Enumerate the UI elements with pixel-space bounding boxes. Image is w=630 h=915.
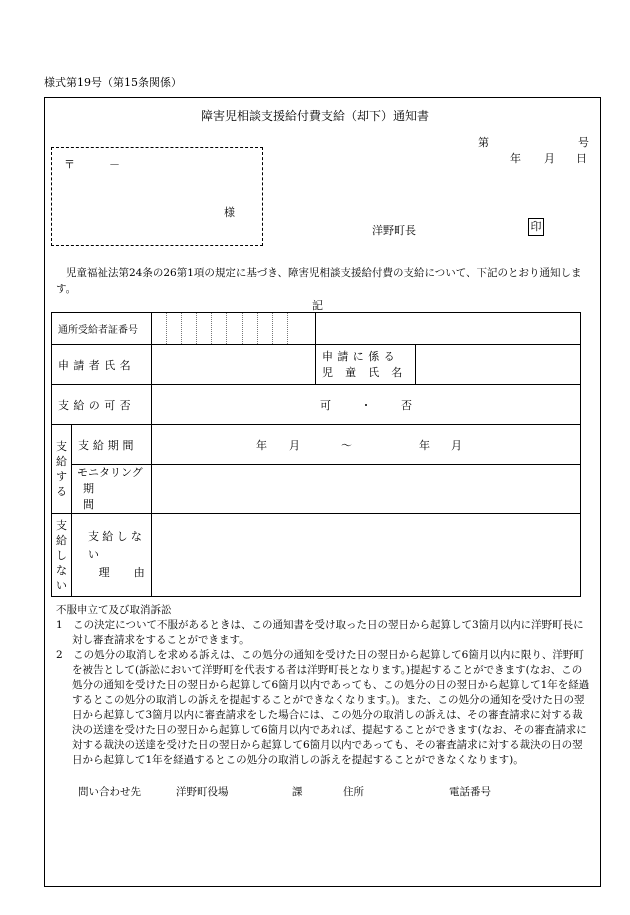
decision-table	[51, 312, 581, 597]
approval-row	[52, 385, 581, 425]
nogrant-char-4: な	[56, 563, 67, 577]
reason-label	[72, 514, 169, 597]
cert-row	[52, 313, 581, 345]
monitoring-label	[72, 465, 152, 514]
doc-number-prefix: 第	[478, 136, 489, 149]
seal-mark: 印	[528, 218, 544, 236]
period-start-year: 年	[256, 439, 267, 452]
child-label	[316, 345, 416, 385]
period-start-month: 月	[289, 439, 300, 452]
document-title: 障害児相談支援給付費支給（却下）通知書	[200, 109, 429, 123]
reason-label-line2: 理由	[98, 566, 169, 579]
period-end-year: 年	[419, 439, 430, 452]
approval-label: 支給の可否	[52, 385, 152, 425]
contact-phone-label: 電話番号	[449, 786, 491, 798]
date-year: 年	[510, 152, 521, 165]
period-row	[52, 425, 581, 465]
cert-blank	[316, 313, 581, 345]
period-end-month: 月	[451, 439, 462, 452]
contact-office: 洋野町役場	[176, 786, 229, 798]
grant-char-4: る	[56, 485, 67, 498]
appeal-notes	[56, 603, 590, 768]
monitoring-row	[52, 465, 581, 514]
nogrant-char-5: い	[56, 578, 67, 592]
form-number: 様式第19号（第15条関係）	[44, 76, 182, 89]
contact-label: 問い合わせ先	[78, 786, 141, 798]
approval-yes: 可	[320, 398, 331, 412]
appeal-item-2: 2 この処分の取消しを求める訴えは、この処分の通知を受けた日の翌日から起算して6箇月以内に限り、洋野町を被告として(訴訟において洋野町を代表する者は洋野町長となります。)提起することができます(なお、この処分の通知を受けた日の翌日から起算して6箇月以内であっても、この処分の日の翌日から起算して1年を経過するとこの処分の取消しの訴えを提起することができなくなります。)。また、この処分の通知を受けた日の翌日から起算して3箇月以内に審査請求をした場合には、この処分の取消しの訴えは、その審査請求に対する裁決の送達を受けた日の翌日から起算して6箇月以内であれば、提起することができます(なお、その審査請求に対する裁決の送達を受けた日の翌日から起算して6箇月以内であっても、その審査請求に対する裁決の日の翌日から起算して1年を経過するとこの処分の取消しの訴えを提起することができなくなります)。	[56, 649, 590, 766]
contact-section: 課	[292, 786, 303, 798]
monitoring-label-line2: 期間	[83, 482, 121, 511]
honorific-sama: 様	[224, 206, 235, 219]
child-label-line1: 申請に係る	[322, 349, 399, 363]
reason-field[interactable]	[152, 514, 581, 597]
grant-char-1: 支	[56, 440, 67, 453]
period-tilde: ～	[341, 439, 352, 452]
period-label: 支給期間	[72, 425, 152, 465]
contact-address-label: 住所	[343, 786, 364, 798]
approval-dot: ・	[360, 398, 372, 412]
grant-char-3: す	[56, 470, 67, 483]
nogrant-group-label	[52, 514, 72, 597]
applicant-label: 申請者氏名	[52, 345, 152, 385]
reason-row	[52, 514, 581, 597]
reason-label-line1: 支給しない	[88, 530, 146, 561]
period-value[interactable]	[152, 425, 581, 465]
monitoring-field[interactable]	[152, 465, 581, 514]
date-day: 日	[576, 152, 587, 165]
child-name-field[interactable]	[416, 345, 581, 385]
doc-number-suffix: 号	[578, 136, 589, 149]
approval-no: 否	[401, 398, 412, 412]
appeal-item-1: 1 この決定について不服があるときは、この通知書を受け取った日の翌日から起算して3箇月以内に洋野町長に対し審査請求をすることができます。	[56, 619, 584, 646]
child-label-line2: 児童氏名	[322, 365, 415, 379]
appeal-heading: 不服申立て及び取消訴訟	[56, 604, 172, 616]
approval-value[interactable]	[152, 385, 581, 425]
grant-group-label	[52, 425, 72, 514]
nogrant-char-1: 支	[56, 518, 67, 532]
address-box	[51, 147, 263, 246]
ki-heading: 記	[312, 299, 323, 312]
applicant-name-field[interactable]	[152, 345, 316, 385]
cert-label: 通所受給者証番号	[52, 313, 152, 345]
grant-char-2: 給	[56, 455, 67, 468]
nogrant-char-2: 給	[56, 533, 67, 547]
issuer-name: 洋野町長	[372, 224, 416, 237]
cert-digits[interactable]	[152, 313, 316, 345]
nogrant-char-3: し	[56, 548, 67, 562]
applicant-row	[52, 345, 581, 385]
postal-mark: 〒	[64, 158, 75, 171]
postal-dash: －	[109, 158, 120, 171]
intro-paragraph: 児童福祉法第24条の26第1項の規定に基づき、障害児相談支援給付費の支給について、下記のとおり通知します。	[56, 267, 582, 295]
date-month: 月	[544, 152, 555, 165]
monitoring-label-line1: モニタリング	[77, 466, 143, 479]
